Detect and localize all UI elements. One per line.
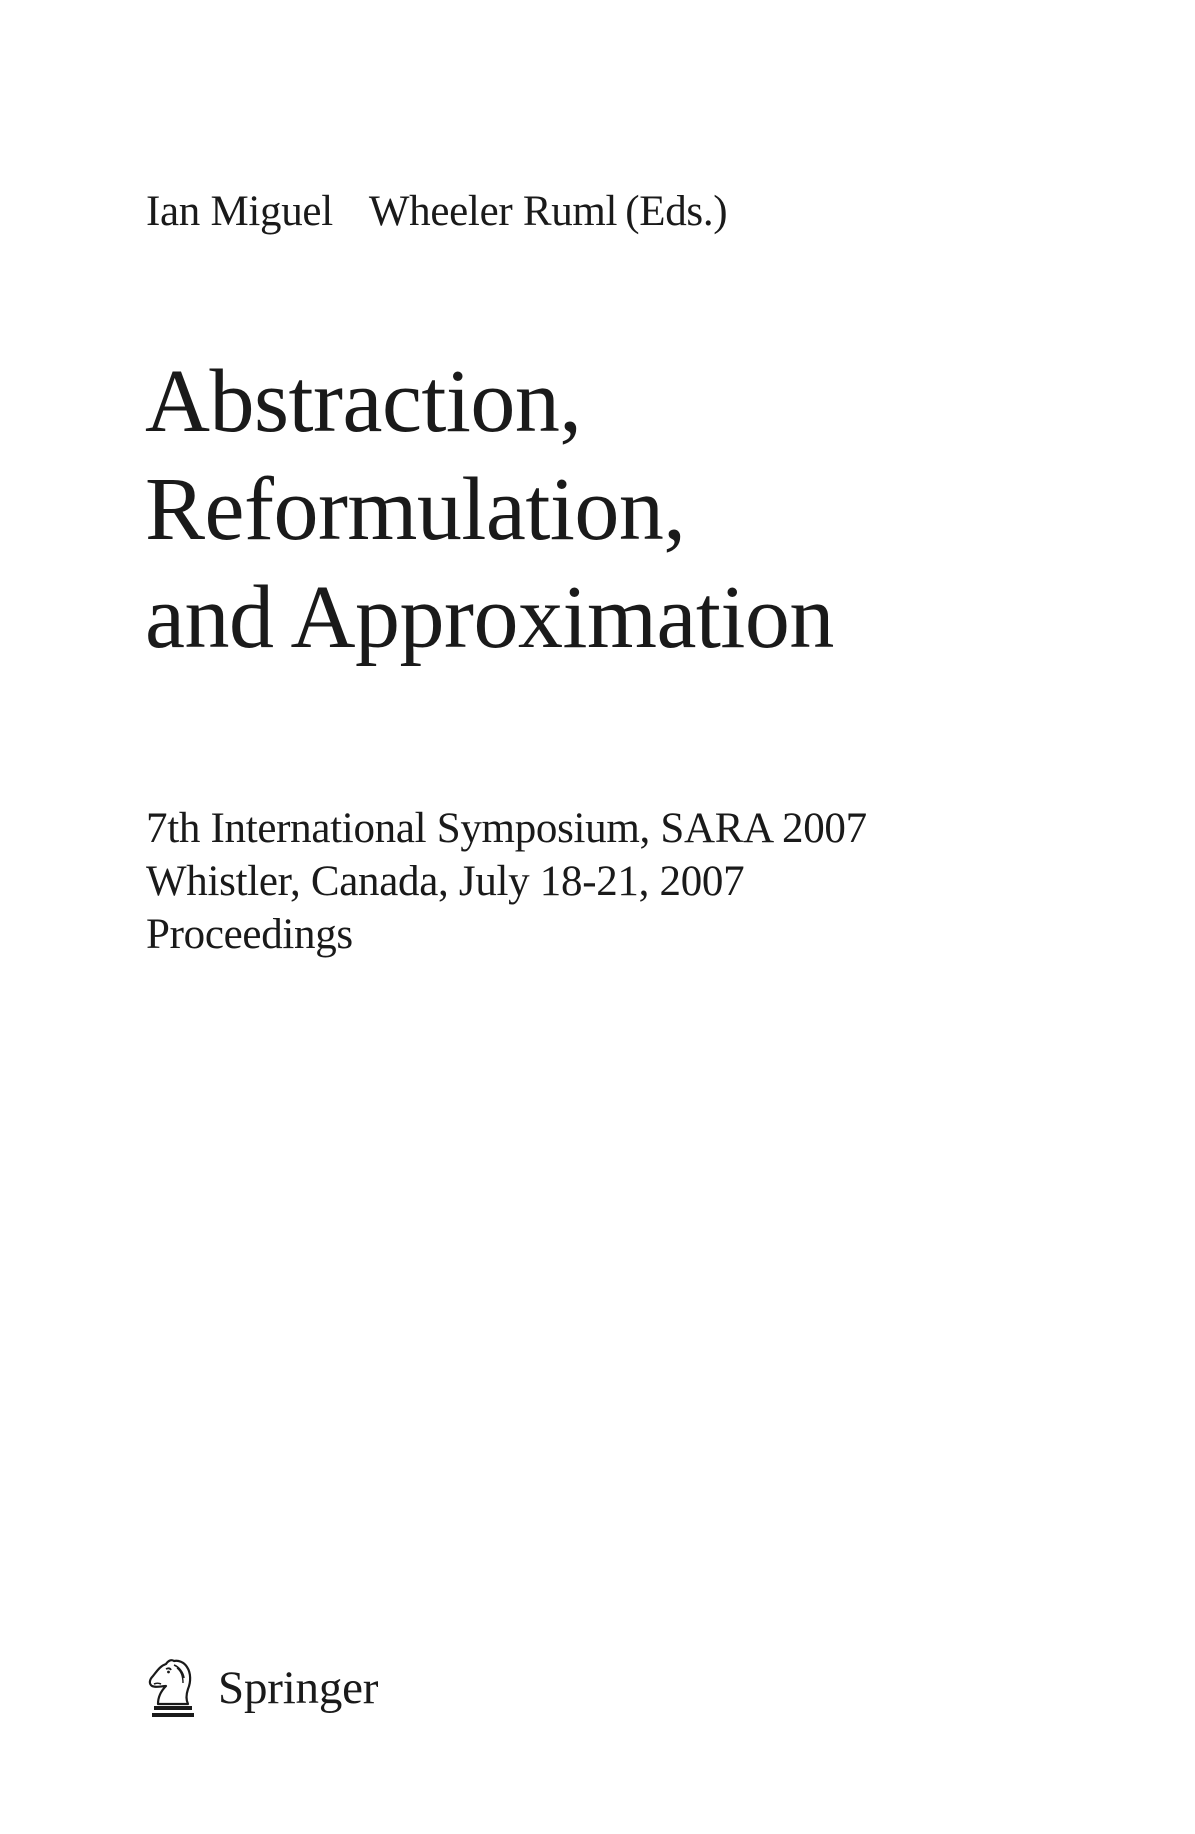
springer-chess-knight-icon	[144, 1656, 200, 1720]
publisher-name: Springer	[218, 1661, 379, 1714]
symposium-info	[146, 802, 867, 961]
subtitle-line: Proceedings	[146, 911, 353, 958]
title-line: Reformulation,	[145, 460, 686, 559]
editors-suffix: (Eds.)	[625, 188, 728, 235]
book-title	[145, 348, 834, 672]
editor-name: Wheeler Ruml	[368, 188, 618, 235]
subtitle-line: Whistler, Canada, July 18-21, 2007	[146, 858, 745, 905]
title-line: and Approximation	[145, 568, 834, 667]
editor-name: Ian Miguel	[146, 188, 333, 235]
publisher-imprint	[144, 1653, 378, 1723]
editors-line	[146, 190, 727, 233]
title-line: Abstraction,	[145, 352, 582, 451]
subtitle-line: 7th International Symposium, SARA 2007	[146, 805, 867, 852]
